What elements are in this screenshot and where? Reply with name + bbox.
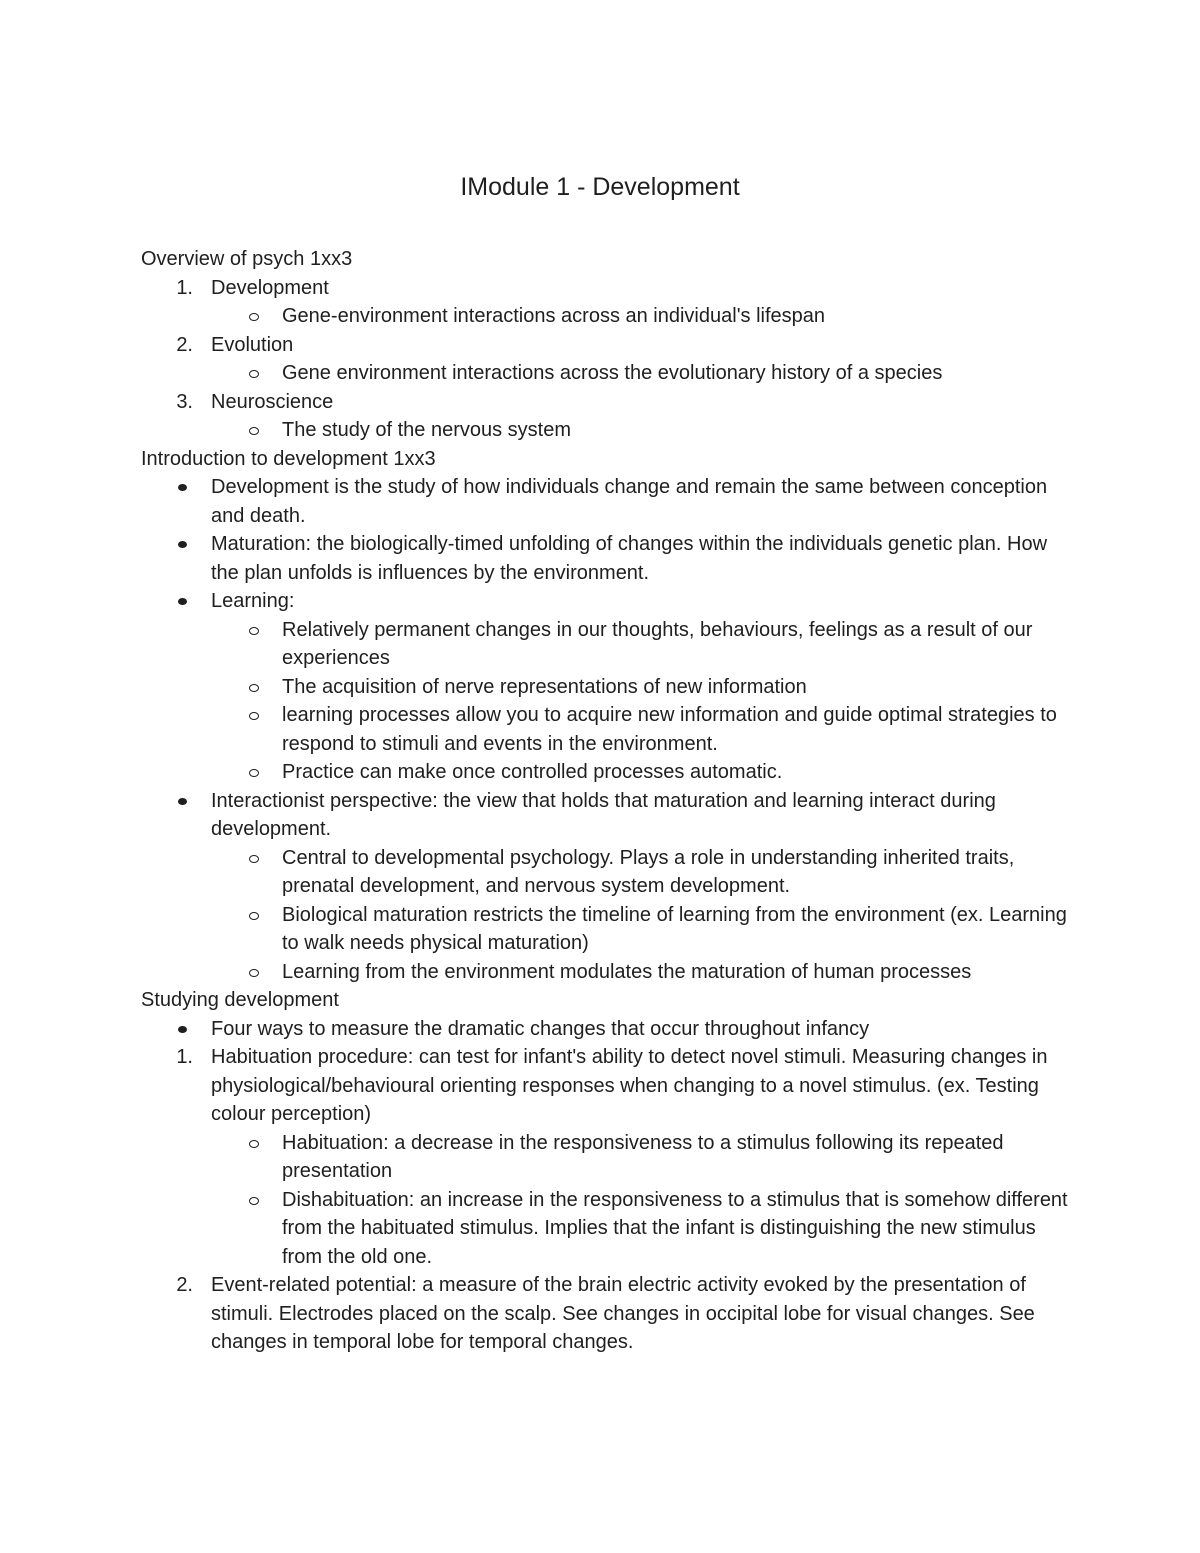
list-item-text: Development is the study of how individuals change and remain the same between conception and death. [211, 476, 1048, 527]
list-item-text: Event-related potential: a measure of the brain electric activity evoked by the presentation of stimuli. Electrodes placed on the scalp. See changes in occipital lobe for visual changes. See changes in temporal lobe for temporal changes. [211, 1274, 1035, 1353]
sub-list-item [141, 416, 1071, 445]
sub-list-item [141, 758, 1071, 787]
list-item-text: Development [211, 276, 329, 299]
hollow-bullet-icon [249, 427, 259, 435]
hollow-bullet-icon [249, 684, 259, 692]
sub-list-item-text: Biological maturation restricts the timeline of learning from the environment (ex. Learning to walk needs physical maturation) [282, 903, 1067, 954]
list-number: 1. [176, 1046, 193, 1068]
sub-list-item-text: Practice can make once controlled processes automatic. [282, 761, 783, 783]
hollow-bullet-icon [249, 712, 259, 720]
list-item-text: Habituation procedure: can test for infant's ability to detect novel stimuli. Measuring changes in physiological/behavioural orienting responses when changing to a novel stimulus. (ex. Testing colour perception) [211, 1046, 1048, 1125]
filled-bullet-icon [178, 798, 187, 805]
document-title: IModule 1 - Development [460, 173, 740, 201]
sub-list-item-text: The study of the nervous system [282, 419, 572, 441]
sub-list-item-text: Gene-environment interactions across an individual's lifespan [282, 305, 825, 327]
list-item [141, 1271, 1071, 1357]
hollow-bullet-icon [249, 1140, 259, 1148]
list-item [141, 274, 1071, 303]
list-item-text: Neuroscience [211, 390, 334, 413]
sub-list-item [141, 701, 1071, 758]
list-number: 1. [176, 276, 193, 299]
section-heading: Introduction to development 1xx3 [141, 447, 436, 470]
hollow-bullet-icon [249, 313, 259, 321]
hollow-bullet-icon [249, 912, 259, 920]
list-number: 3. [176, 390, 193, 413]
section-heading: Studying development [141, 989, 339, 1011]
filled-bullet-icon [178, 484, 187, 491]
sub-list-item-text: Dishabituation: an increase in the responsiveness to a stimulus that is somehow different from the habituated stimulus. Implies that the infant is distinguishing the new stimulus from the old one. [282, 1188, 1068, 1268]
list-item-text: Maturation: the biologically-timed unfolding of changes within the individuals genetic plan. How the plan unfolds is influences by the environment. [211, 533, 1048, 584]
sub-list-item-text: Relatively permanent changes in our thoughts, behaviours, feelings as a result of our experiences [282, 618, 1033, 669]
filled-bullet-icon [178, 541, 187, 548]
list-item [141, 530, 1071, 587]
hollow-bullet-icon [249, 769, 259, 777]
sub-list-item [141, 844, 1071, 901]
section-heading: Overview of psych 1xx3 [141, 248, 353, 270]
sub-list-item [141, 673, 1071, 702]
list-item [141, 1015, 1071, 1044]
list-item [141, 787, 1071, 844]
list-number: 2. [176, 333, 193, 356]
list-item [141, 1043, 1071, 1129]
section-overview [141, 245, 1071, 445]
sub-list-item [141, 958, 1071, 987]
document-body [141, 245, 1071, 1357]
list-item-text: Learning: [211, 590, 295, 612]
sub-list-item [141, 616, 1071, 673]
filled-bullet-icon [178, 598, 187, 605]
section-studying [141, 986, 1071, 1357]
sub-list-item [141, 1186, 1071, 1272]
sub-list-item [141, 1129, 1071, 1186]
sub-list-item-text: Central to developmental psychology. Plays a role in understanding inherited traits, prenatal development, and nervous system development. [282, 846, 1015, 897]
sub-list-item-text: Learning from the environment modulates the maturation of human processes [282, 960, 972, 983]
sub-list-item-text: learning processes allow you to acquire new information and guide optimal strategies to respond to stimuli and events in the environment. [282, 704, 1057, 755]
hollow-bullet-icon [249, 969, 259, 977]
hollow-bullet-icon [249, 370, 259, 378]
sub-list-item [141, 359, 1071, 388]
list-item [141, 388, 1071, 417]
sub-list-item-text: Habituation: a decrease in the responsiveness to a stimulus following its repeated presentation [282, 1131, 1004, 1182]
sub-list-item-text: The acquisition of nerve representations of new information [282, 675, 807, 698]
list-item [141, 473, 1071, 530]
sub-list-item [141, 901, 1071, 958]
list-item-text: Four ways to measure the dramatic changes that occur throughout infancy [211, 1017, 870, 1040]
list-item [141, 587, 1071, 616]
sub-list-item-text: Gene environment interactions across the evolutionary history of a species [282, 362, 943, 384]
sub-list-item [141, 302, 1071, 331]
list-number: 2. [176, 1274, 193, 1296]
hollow-bullet-icon [249, 627, 259, 635]
list-item-text: Evolution [211, 333, 294, 356]
hollow-bullet-icon [249, 855, 259, 863]
filled-bullet-icon [178, 1026, 187, 1033]
list-item-text: Interactionist perspective: the view that holds that maturation and learning interact during development. [211, 789, 996, 840]
hollow-bullet-icon [249, 1197, 259, 1205]
section-introduction [141, 445, 1071, 987]
list-item [141, 331, 1071, 360]
